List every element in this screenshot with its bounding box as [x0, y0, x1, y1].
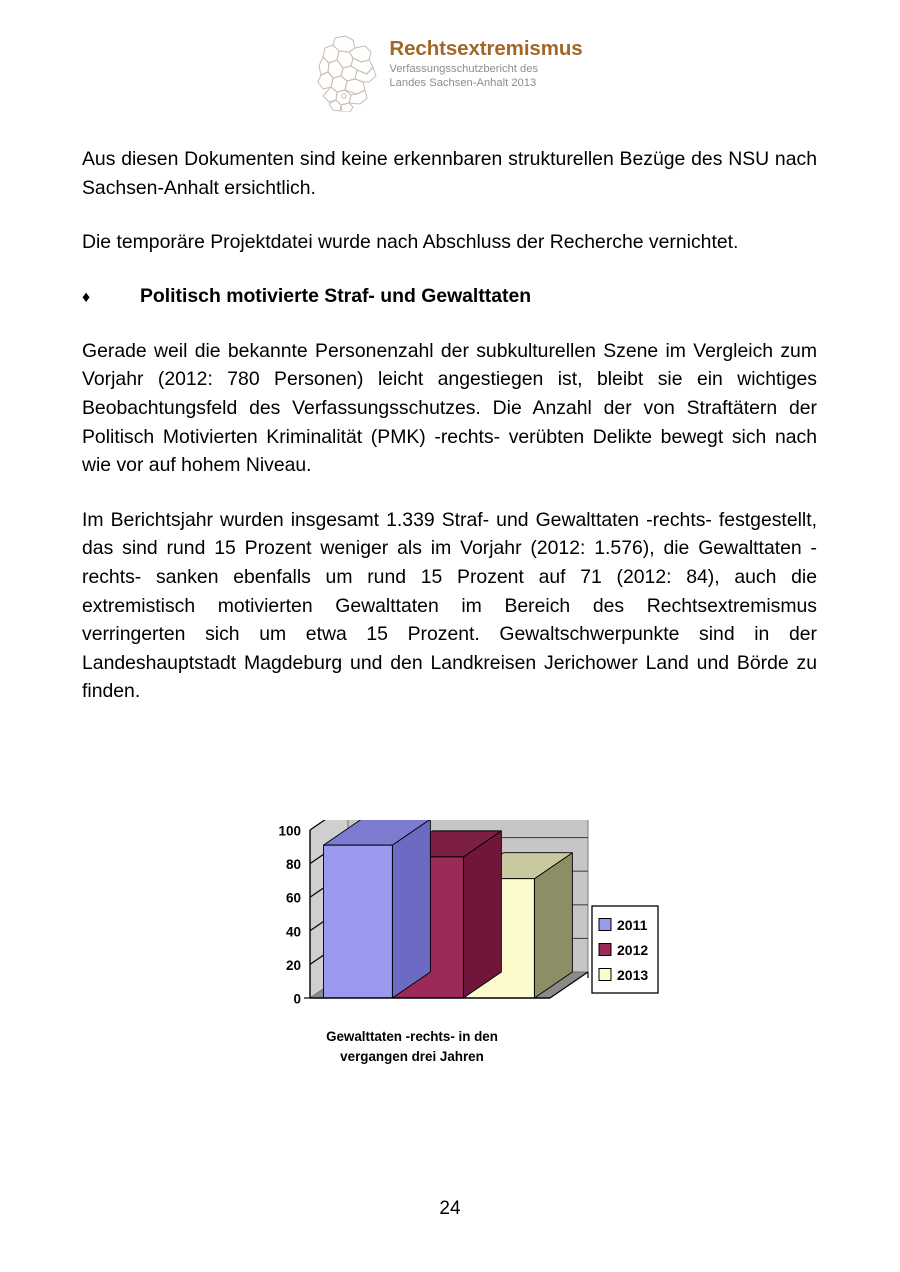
paragraph-project-file: Die temporäre Projektdatei wurde nach Abschluss der Recherche vernichtet.	[82, 231, 739, 254]
page-header	[0, 32, 900, 120]
chart-bar-side	[392, 820, 430, 998]
chart-legend-swatch-2012	[599, 944, 611, 956]
paragraph-crime-statistics: Im Berichtsjahr wurden insgesamt 1.339 Straf- und Gewalttaten -rechts- festgestellt, das sind rund 15 Prozent weniger als im Vorjahr (2012: 1.576), die Gewalttaten -rechts- sanken ebenfalls um rund 15 Prozent auf 71 (2012: 84), auch die extremistisch motivierten Gewalttaten im Bereich des Rechtsextremismus verringerten sich um etwa 15 Prozent. Gewaltschwerpunkte sind in der Landeshauptstadt Magdeburg und den Landkreisen Jerichower Land und Börde zu finden.	[82, 508, 817, 703]
diamond-bullet-icon: ♦	[82, 288, 91, 306]
section-heading-row	[82, 283, 817, 309]
chart-y-axis-label: 20	[285, 957, 301, 973]
report-subtitle	[389, 62, 582, 91]
paragraph-subculture-scene: Gerade weil die bekannte Personenzahl der subkulturellen Szene im Vergleich zum Vorjahr (2012: 780 Personen) leicht angestiegen ist, bleibt sie ein wichtiges Beobachtungsfeld des Verfassungsschutzes. Die Anzahl der von Straftätern der Politisch Motivierten Kriminalität (PMK) -rechts- verübten Delikte bewegt sich nach wie vor auf hohem Niveau.	[82, 339, 817, 477]
chart-caption-line2: vergangen drei Jahren	[340, 1049, 484, 1064]
report-subtitle-line1: Verfassungsschutzbericht des	[389, 62, 539, 75]
chart-bar-side	[463, 831, 501, 998]
chart-legend-label-2011: 2011	[617, 917, 648, 933]
chart-y-axis-label: 60	[285, 890, 301, 906]
chart-y-axis-label: 100	[278, 823, 301, 839]
chart-legend-swatch-2011	[599, 919, 611, 931]
report-title: Rechtsextremismus	[389, 37, 583, 60]
saxony-anhalt-map-outline-icon	[317, 34, 379, 112]
chart-block	[0, 820, 900, 1090]
paragraph-nsu-documents: Aus diesen Dokumenten sind keine erkennbaren strukturellen Bezüge des NSU nach Sachsen-Anhalt ersichtlich.	[82, 148, 817, 199]
header-inner	[317, 32, 582, 112]
chart-bar-front	[323, 845, 392, 998]
chart-legend-swatch-2013	[599, 969, 611, 981]
chart-legend-label-2013: 2013	[617, 967, 649, 983]
chart-bar-2011	[323, 820, 430, 998]
document-body	[82, 145, 817, 706]
chart-caption	[262, 1027, 562, 1067]
page-number: 24	[439, 1198, 461, 1219]
section-heading-title: Politisch motivierte Straf- und Gewalttaten	[140, 284, 532, 307]
chart-y-axis-label: 40	[285, 924, 301, 940]
chart-y-axis-label: 80	[285, 857, 301, 873]
report-subtitle-line2: Landes Sachsen-Anhalt 2013	[389, 77, 537, 90]
header-text-block	[389, 32, 582, 91]
chart-y-axis-label: 0	[293, 991, 301, 1007]
chart-legend-label-2012: 2012	[617, 942, 649, 958]
chart-caption-line1: Gewalttaten -rechts- in den	[326, 1029, 498, 1044]
